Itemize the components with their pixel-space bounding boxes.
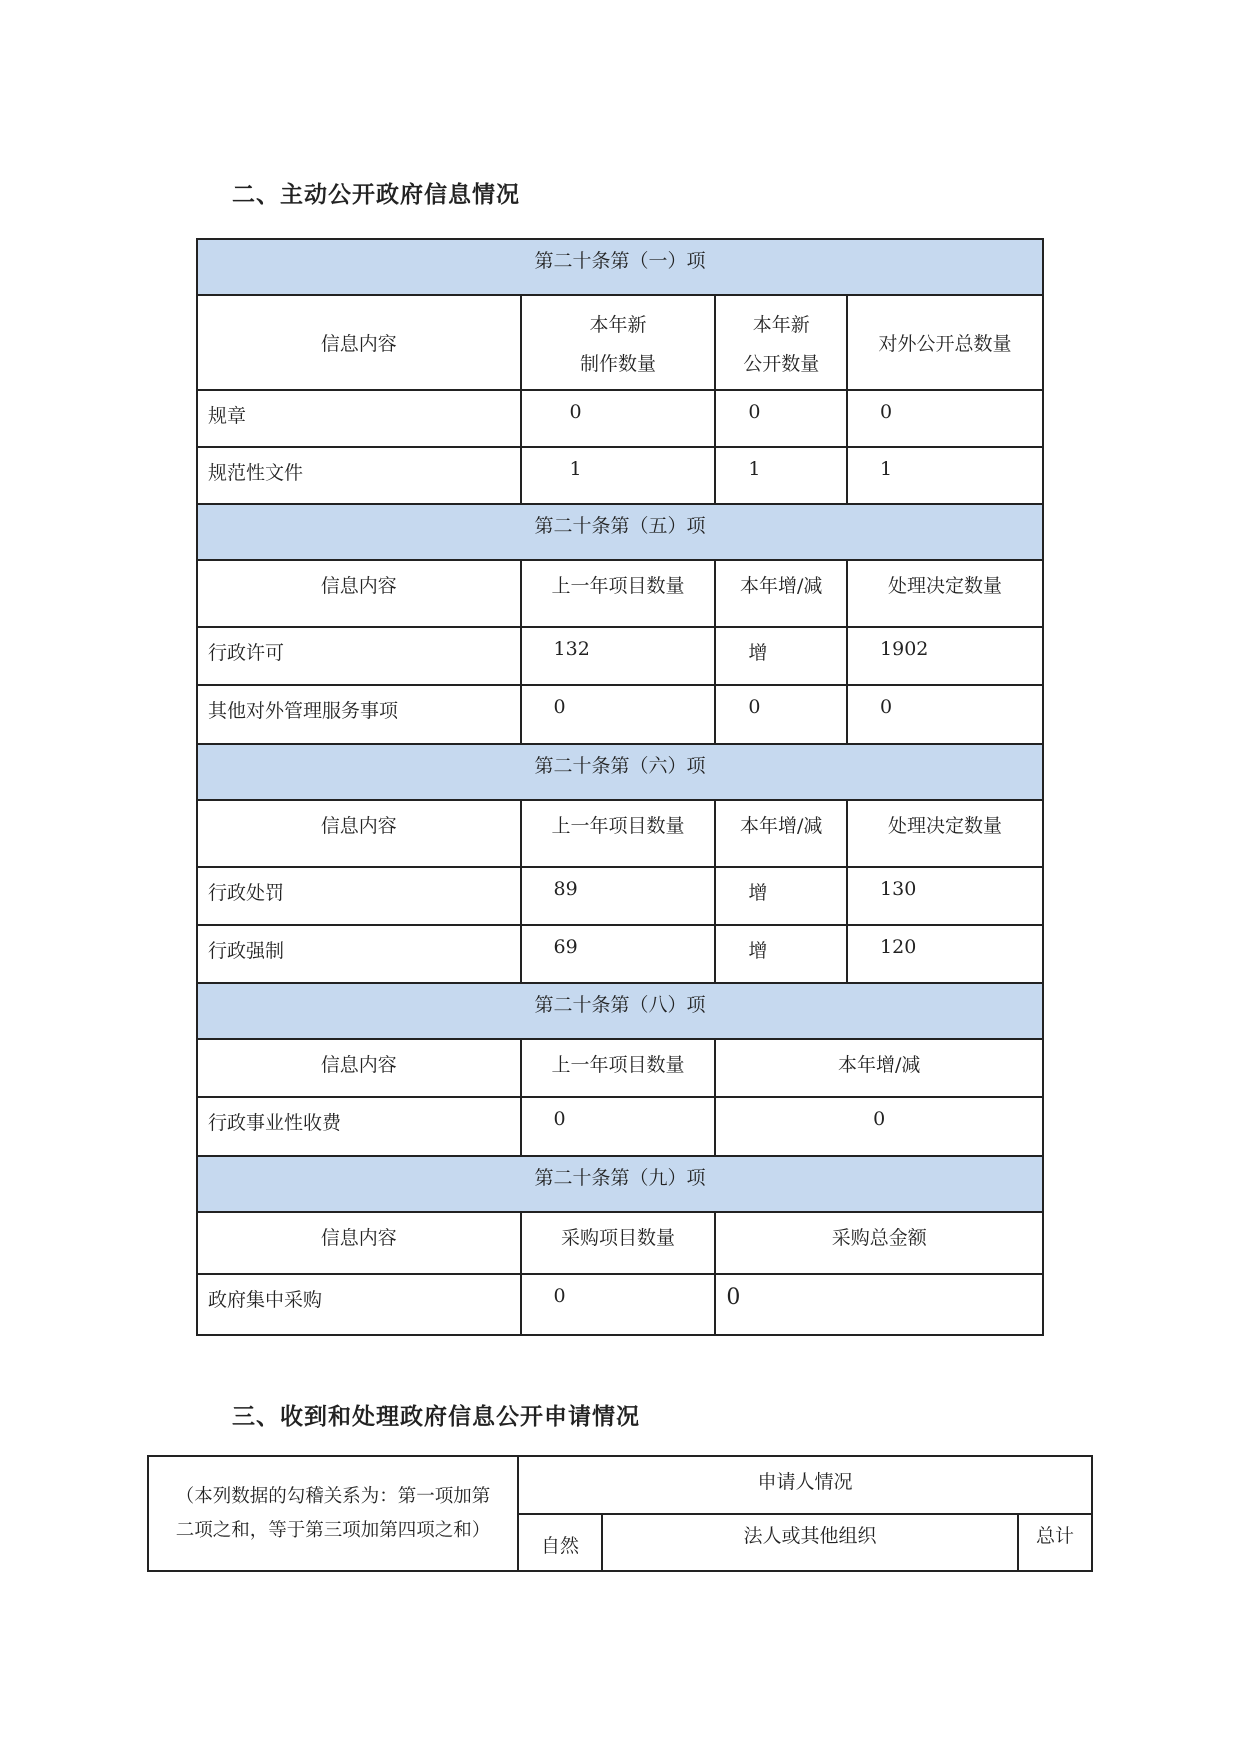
row-value: 0 <box>847 390 1043 447</box>
row-label: 行政强制 <box>197 925 521 983</box>
art1-h-col2-line2: 公开数量 <box>743 352 820 375</box>
table-row <box>197 1274 1043 1335</box>
art9-h-content: 信息内容 <box>197 1212 521 1274</box>
art1-h-content: 信息内容 <box>197 295 521 390</box>
natural-person-header: 自然 <box>518 1514 602 1571</box>
art5-h-col3: 处理决定数量 <box>847 560 1043 627</box>
row-value: 0 <box>521 1097 716 1156</box>
row-value: 130 <box>847 867 1043 925</box>
row-value: 0 <box>715 1097 1043 1156</box>
table-row <box>197 390 1043 447</box>
art1-title-row <box>197 239 1043 295</box>
section-2-heading: 二、主动公开政府信息情况 <box>232 182 520 208</box>
art8-title-row <box>197 983 1043 1039</box>
row-value: 1902 <box>847 627 1043 685</box>
row-label: 行政许可 <box>197 627 521 685</box>
row-label: 其他对外管理服务事项 <box>197 685 521 744</box>
row-value: 0 <box>715 1274 1043 1335</box>
row-value: 增 <box>715 627 847 685</box>
art1-h-col3: 对外公开总数量 <box>847 295 1043 390</box>
row-value: 0 <box>521 685 716 744</box>
row-value: 89 <box>521 867 716 925</box>
art6-h-col1: 上一年项目数量 <box>521 800 716 867</box>
table-row <box>197 447 1043 504</box>
row-value: 1 <box>847 447 1043 504</box>
art6-header-row <box>197 800 1043 867</box>
applicant-header: 申请人情况 <box>518 1456 1092 1514</box>
art9-title-row <box>197 1156 1043 1212</box>
art6-h-col2: 本年增/减 <box>715 800 847 867</box>
art1-h-col1-line1: 本年新 <box>589 313 647 336</box>
note-line-1: （本列数据的勾稽关系为：第一项加第 <box>175 1485 491 1507</box>
art8-title: 第二十条第（八）项 <box>197 983 1043 1039</box>
row-value: 120 <box>847 925 1043 983</box>
row-value: 1 <box>521 447 716 504</box>
table-row <box>197 867 1043 925</box>
art8-header-row <box>197 1039 1043 1097</box>
art1-header-row <box>197 295 1043 390</box>
row-value: 69 <box>521 925 716 983</box>
art5-h-content: 信息内容 <box>197 560 521 627</box>
art6-title: 第二十条第（六）项 <box>197 744 1043 800</box>
art6-h-content: 信息内容 <box>197 800 521 867</box>
table-row <box>197 1097 1043 1156</box>
row-label: 规章 <box>197 390 521 447</box>
section-3-heading: 三、收到和处理政府信息公开申请情况 <box>232 1404 640 1430</box>
application-header-row <box>148 1456 1092 1514</box>
legal-person-header: 法人或其他组织 <box>602 1514 1018 1571</box>
total-header: 总计 <box>1018 1514 1092 1571</box>
art8-h-col2: 本年增/减 <box>715 1039 1043 1097</box>
row-label: 行政事业性收费 <box>197 1097 521 1156</box>
row-value: 132 <box>521 627 716 685</box>
art9-h-col2: 采购总金额 <box>715 1212 1043 1274</box>
art8-h-content: 信息内容 <box>197 1039 521 1097</box>
row-label: 行政处罚 <box>197 867 521 925</box>
art1-h-col1-line2: 制作数量 <box>579 352 656 375</box>
art1-h-col2 <box>715 295 847 390</box>
row-value: 0 <box>521 390 716 447</box>
art9-title: 第二十条第（九）项 <box>197 1156 1043 1212</box>
row-label: 规范性文件 <box>197 447 521 504</box>
art5-h-col1: 上一年项目数量 <box>521 560 716 627</box>
art5-h-col2: 本年增/减 <box>715 560 847 627</box>
art6-title-row <box>197 744 1043 800</box>
art1-h-col2-line1: 本年新 <box>752 313 810 336</box>
art1-title: 第二十条第（一）项 <box>197 239 1043 295</box>
table-row <box>197 925 1043 983</box>
row-value: 0 <box>521 1274 716 1335</box>
application-table <box>147 1455 1093 1572</box>
art5-title: 第二十条第（五）项 <box>197 504 1043 560</box>
row-value: 1 <box>715 447 847 504</box>
row-value: 0 <box>715 390 847 447</box>
row-value: 增 <box>715 925 847 983</box>
row-label: 政府集中采购 <box>197 1274 521 1335</box>
art5-header-row <box>197 560 1043 627</box>
note-cell <box>148 1456 518 1571</box>
art9-h-col1: 采购项目数量 <box>521 1212 716 1274</box>
note-line-2: 二项之和，等于第三项加第四项之和） <box>175 1519 491 1541</box>
table-row <box>197 627 1043 685</box>
table-row <box>197 685 1043 744</box>
art1-h-col1 <box>521 295 716 390</box>
proactive-disclosure-table <box>196 238 1044 1336</box>
row-value: 0 <box>715 685 847 744</box>
art9-header-row <box>197 1212 1043 1274</box>
art5-title-row <box>197 504 1043 560</box>
art6-h-col3: 处理决定数量 <box>847 800 1043 867</box>
row-value: 0 <box>847 685 1043 744</box>
art8-h-col1: 上一年项目数量 <box>521 1039 716 1097</box>
row-value: 增 <box>715 867 847 925</box>
